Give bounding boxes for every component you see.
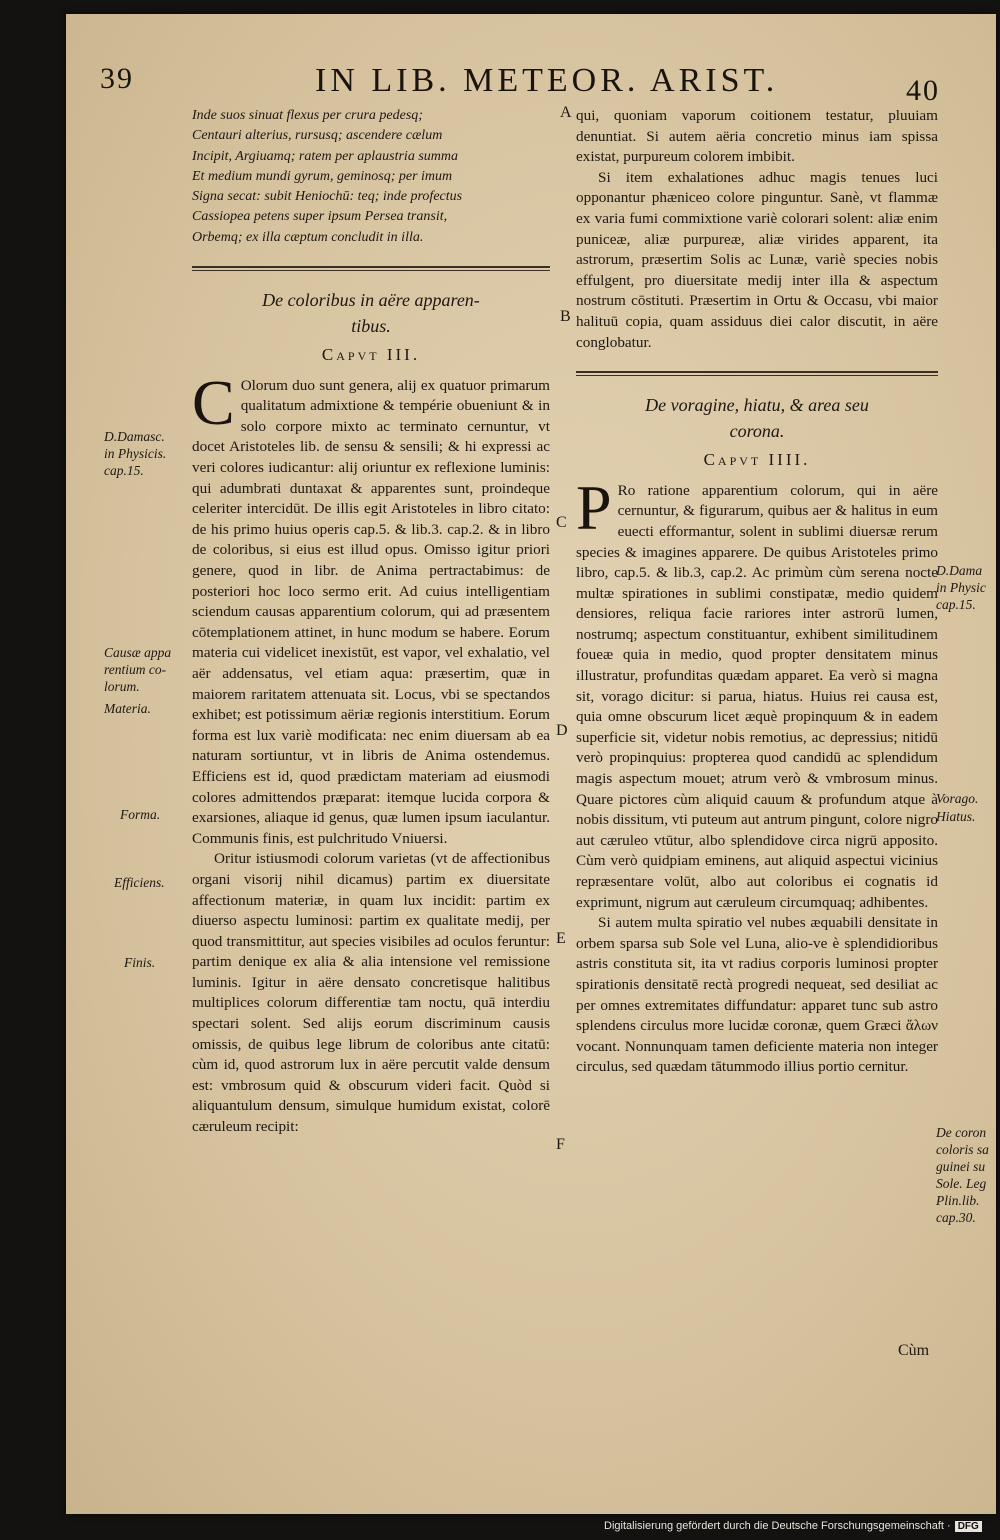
margin-note-line: rentium co- — [104, 662, 167, 677]
verse-quotation — [192, 106, 550, 248]
margin-note-line: cap.30. — [936, 1210, 976, 1225]
left-column — [192, 106, 550, 1138]
verse-line: Incipit, Argiuamq; ratem per aplaustria summa — [192, 148, 458, 164]
dfg-logo: DFG — [955, 1521, 982, 1532]
section-title-line: De voragine, hiatu, & area seu — [645, 395, 869, 416]
credit-text: Digitalisierung gefördert durch die Deutsche Forschungsgemeinschaft · — [604, 1520, 951, 1532]
catchword: Cùm — [898, 1342, 930, 1359]
margin-note-line: in Physicis. — [104, 446, 167, 461]
margin-note-line: in Physic — [936, 580, 986, 595]
paragraph-text: Ro ratione apparentium colorum, qui in aëre cernuntur, & figurarum, quibus aer & halitus in eum euecti efformantur, solent in sublimi diuersæ rerum species & imagines apparere. De quibus Aristoteles primo libro, cap.5. & lib.3, cap.2. Ac primùm cùm serena nocte multæ spirationes in sublimi constipatæ, medio quidem densiores, reliqua facie rariores inter astrorū lumen, nostrumq; aspectum constituantur, exhibent similitudinem foueæ quia in medio, quod propter densitatem minus illustratur, profunditas quædam apparet. Ea verò si magna sit, vorago dicitur: si parua, hiatus. Huius rei causa est, quia omne obscurum licet æquè propinquum & in eadem superficie sit, videtur nobis remotius, ac depressius; nitidū verò propinquius: propterea quod candidū ac splendidum magis aspectum mouet; atrum verò & vmbrosum minus. Quare pictores cùm aliquid cauum & profundum atque à nobis dissitum, vti puteum aut antrum pingunt, colore nigro aut cæruleo vtūtur, albo splendidove circa nigrū apposito. Cùm verò quidpiam eminens, aut aliquid aspectui vicinius repræsentare volūt, albo aut coloribus ei cognatis id exprimunt, nigrum aut cæruleum circumquaq; adhibentes. — [576, 481, 938, 911]
section-letter-c: C — [556, 514, 567, 531]
margin-note — [936, 1124, 1000, 1226]
verse-line: Centauri alterius, rursusq; ascendere cælum — [192, 128, 443, 144]
page-number-left: 39 — [100, 62, 134, 95]
margin-note-line: Sole. Leg — [936, 1176, 987, 1191]
section-title — [576, 392, 938, 444]
margin-note — [104, 428, 190, 479]
drop-cap: C — [192, 366, 235, 438]
section-letter-a: A — [560, 104, 572, 121]
verse-line: Signa secat: subit Heniochū: teq; inde profectus — [192, 189, 463, 205]
verse-line: Cassiopea petens super ipsum Persea transit, — [192, 209, 448, 225]
paragraph-text: Olorum duo sunt genera, alij ex quatuor primarum qualitatum admixtione & tempérie obueniunt & in solo corpore mixto ac terminato cernuntur, vt docet Aristoteles lib. de sensu & sensili; & hi expressi ac veri colores iudicantur: alij oriuntur ex reflexione luminis: qui adumbrati duntaxat & apparentes sunt, proindeque celeriter intercidūt. De illis egit Aristoteles in libro citato: de his primo huius operis cap.5. & lib.3. cap.2. & in libro de coloribus, si eius est illud opus. Omisso igitur priori genere, quod in libr. de Anima pertractabimus: de posteriori hoc loco sermo erit. Ad cuius intelligentiam sciendum causas apparentium colorum, qui ad præsentem cōtemplationem attinet, in hunc modum se habere. Eorum materia cui videlicet inexistūt, est vapor, vel exhalatio, vel aër addensatus, vel etiam aqua: præsertim, quæ in maiorem raritatem attenuata sit. Locus, vbi se spectandos exhibet; est potissimum aëriæ regionis interstitium. Eorum forma est lux variè modificata: nec enim diuersam ab ea naturam sortiuntur, vt in libris de Anima ostendemus. Efficiens est id, quod prædictam materiam ad eiusmodi colores admittendos præparat: itemque lucida corpora & exarsiones, aliaque id genus, quæ lumen ipsum iaculantur. Communis finis, est pulchritudo Vniuersi. — [192, 376, 550, 847]
margin-note-line: D.Dama — [936, 563, 983, 578]
verse-line: Et medium mundi gyrum, geminosq; per imum — [192, 168, 453, 184]
section-divider — [192, 266, 550, 271]
digitization-credit — [604, 1520, 982, 1532]
margin-note-hiatus: Hiatus. — [936, 809, 976, 824]
verse-line: Orbemq; ex illa cæptum concludit in illa. — [192, 229, 424, 245]
verse-line: Inde suos sinuat flexus per crura pedesq; — [192, 108, 423, 123]
margin-note-efficiens: Efficiens. — [114, 875, 165, 890]
section-title-line: tibus. — [351, 316, 391, 337]
paragraph: qui, quoniam vaporum coitionem testatur, pluuiam denuntiat. Si autem aëria concretio minus iam spissa existat, purpureum colorem imbibit. — [576, 107, 938, 166]
right-column — [576, 106, 938, 1078]
margin-note-line: cap.15. — [104, 463, 144, 478]
chapter-heading: Capvt IIII. — [703, 450, 811, 470]
paragraph: Si item exhalationes adhuc magis tenues luci opponantur phæniceo colore pinguntur. Sanè, vt flammæ ex varia fumi commixtione variè colorari solent: aliæ enim puniceæ, aliæ purpureæ, aliæ virides apparent, ita astrorum, præsertim Solis ac Lunæ, variè species nobis effulgent, pro diuersitate medij inter illa & aspectum nostrum cōstituti. Præsertim in Ortu & Occasu, vbi maior halituū copia, quam assiduus diei calor discutit, in aëre conglobatur. — [576, 168, 938, 351]
section-letter-b: B — [560, 308, 571, 325]
running-header — [100, 62, 980, 107]
margin-note-line: cap.15. — [936, 597, 976, 612]
paragraph — [192, 366, 550, 850]
margin-note — [936, 562, 1000, 613]
margin-note-finis: Finis. — [124, 955, 156, 970]
paragraph: Si autem multa spiratio vel nubes æquabili densitate in orbem sparsa sub Sole vel Luna, alio-ve è splendidioribus astris constituta sit, ita vt radius corporis luminosi propter spirationis densitatē rectà progredi nequeat, sed desiliat ac per omnes extremitates diffundatur: apparet tunc sub astro splendens circulus more lucidæ coronæ, quem Græci ἅλων vocant. Nonnunquam tamen deficiente materia non integer circulus, sed quædam tātummodo illius portio cernitur. — [576, 914, 938, 1076]
section-letter-e: E — [556, 930, 566, 947]
margin-note-line: Plin.lib. — [936, 1193, 980, 1208]
running-title: IN LIB. METEOR. ARIST. — [315, 62, 779, 99]
section-letter-f: F — [556, 1136, 565, 1153]
page-number-right: 40 — [906, 74, 940, 107]
section-divider — [576, 371, 938, 376]
paragraph: Oritur istiusmodi colorum varietas (vt de affectionibus organi visorij nihil dicamus) partim ex diuersitate affectionum materiæ, in quam lux incidit: partim ex diuerso aspectu luminosi: partim ex qualitate medij, per quod transmittitur, aut species visibiles ad oculos feruntur: partim denique ex alia & alia intensione vel remissione luminis. Igitur in aëre densato concretisque halitibus multiplices colorum differentiæ tam noctu, quā interdiu spectari solent. Sed alijs eorum discriminum causis omissis, de quibus lege librum de coloribus ante citatū: cùm id, quod astrorum lux in aëre percutit valde densum est: vmbrosum quid & obscurum videri facit. Quòd si aliquantulum densum, simulque humidum existat, colorē cæruleum recipit: — [192, 850, 550, 1136]
margin-note-vorago: Vorago. — [936, 791, 979, 806]
margin-note-forma: Forma. — [120, 807, 161, 822]
margin-note-line: Causæ appa — [104, 645, 172, 660]
section-title — [192, 287, 550, 339]
section-title-line: corona. — [729, 421, 785, 442]
chapter-heading: Capvt III. — [321, 345, 421, 365]
margin-note-line: De coron — [936, 1125, 987, 1140]
margin-note-line: guinei su — [936, 1159, 986, 1174]
margin-note-line: D.Damasc. — [104, 429, 165, 444]
section-title-line: De coloribus in aëre apparen- — [262, 290, 480, 311]
margin-note — [104, 644, 190, 695]
margin-note-materia: Materia. — [104, 701, 151, 716]
paragraph — [576, 471, 938, 913]
drop-cap: P — [576, 471, 612, 543]
margin-note-line: lorum. — [104, 679, 140, 694]
margin-note-line: coloris sa — [936, 1142, 989, 1157]
section-letter-d: D — [556, 722, 568, 739]
